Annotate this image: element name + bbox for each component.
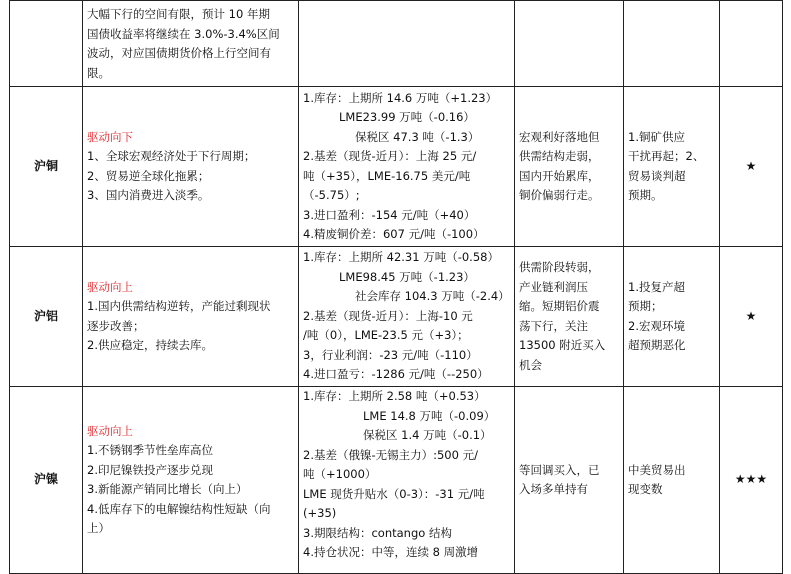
data-line: 1.库存：上期所 42.31 万吨（-0.58） — [303, 250, 499, 265]
risk-line: 干扰再起；2、 — [628, 149, 705, 163]
top-row-text — [83, 1, 299, 87]
data-line: 2.基差（现货-近月）：上海-10 元 — [303, 308, 473, 323]
drive-direction: 驱动向下 — [87, 129, 133, 144]
risk-line: 超预期恶化 — [628, 338, 686, 352]
risk-line: 现变数 — [628, 482, 663, 496]
data-line: 吨（+1000） — [303, 467, 377, 481]
driver-line: 1.国内供需结构逆转，产能过剩现状 — [87, 299, 271, 313]
driver-line: 逐步改善； — [87, 318, 145, 333]
data-line: /吨（0），LME-23.5 元（+3）； — [303, 328, 469, 343]
commodity-name: 沪铝 — [10, 247, 83, 387]
rating-stars: ★★★ — [720, 387, 783, 574]
risk-line: 预期。 — [628, 188, 663, 202]
driver-line: 3、国内消费进入淡季。 — [87, 188, 210, 202]
table-row-aluminum — [10, 247, 783, 387]
data-cell — [299, 387, 515, 574]
data-line: LME98.45 万吨（-1.23） — [339, 269, 475, 284]
cell-empty — [624, 1, 720, 87]
risk-line: 1.铜矿供应 — [628, 129, 685, 144]
risk-line: 2.宏观环境 — [628, 318, 685, 333]
view-line: 供需阶段转弱， — [519, 260, 600, 274]
risk-line: 贸易谈判超 — [628, 168, 686, 183]
view-cell — [515, 387, 624, 574]
table-row-top — [10, 1, 783, 87]
table-row-nickel — [10, 387, 783, 574]
data-line: 3.进口盈利：-154 元/吨（+40） — [303, 207, 476, 222]
data-line: 2.基差（俄镍-无锡主力）:500 元/ — [303, 447, 478, 462]
text-line: 限。 — [87, 65, 110, 80]
driver-line: 上） — [87, 521, 110, 535]
commodity-name: 沪镍 — [10, 387, 83, 574]
commodity-name: 沪铜 — [10, 87, 83, 247]
view-line: 产业链利润压 — [519, 279, 588, 294]
view-line: 入场多单持有 — [519, 482, 588, 496]
driver-line: 4.低库存下的电解镍结构性短缺（向 — [87, 501, 271, 516]
drive-direction: 驱动向上 — [87, 279, 133, 294]
data-cell — [299, 247, 515, 387]
cell-empty — [515, 1, 624, 87]
risk-cell — [624, 87, 720, 247]
data-line: 社会库存 104.3 万吨（-2.4） — [355, 289, 510, 304]
data-line: 吨（+35），LME-16.75 美元/吨 — [303, 168, 471, 183]
risk-line: 1.投复产超 — [628, 279, 685, 294]
text-line: 国债收益率将继续在 3.0%-3.4%区间 — [87, 26, 280, 41]
commodity-table — [9, 0, 783, 574]
data-line: 3.期限结构：contango 结构 — [303, 525, 452, 540]
data-line: 保税区 1.4 万吨（-0.1） — [363, 428, 492, 442]
text-line: 大幅下行的空间有限，预计 10 年期 — [87, 7, 270, 21]
driver-line: 2、贸易逆全球化拖累； — [87, 168, 210, 183]
risk-line: 中美贸易出 — [628, 462, 686, 477]
driver-line: 2.印尼镍铁投产逐步兑现 — [87, 462, 213, 477]
table-row-copper — [10, 87, 783, 247]
rating-stars: ★ — [720, 87, 783, 247]
data-line: 2.基差（现货-近月）：上海 25 元/ — [303, 149, 477, 163]
driver-line: 1、全球宏观经济处于下行周期； — [87, 149, 256, 163]
drivers-cell — [83, 87, 299, 247]
data-line: 4.持仓状况：中等，连续 8 周激增 — [303, 545, 479, 559]
data-line: LME23.99 万吨（-0.16） — [339, 110, 475, 124]
data-line: (+35) — [303, 506, 337, 520]
data-line: （-5.75）; — [303, 188, 360, 202]
text-line: 波动，对应国债期货价格上行空间有 — [87, 46, 271, 60]
cell-empty — [10, 1, 83, 87]
view-line: 缩。短期铝价震 — [519, 299, 600, 313]
data-line: 4.精废铜价差：607 元/吨（-100） — [303, 227, 485, 241]
driver-line: 2.供应稳定，持续去库。 — [87, 338, 213, 352]
view-line: 国内开始累库， — [519, 168, 600, 183]
view-line: 等回调买入，已 — [519, 462, 600, 477]
data-line: LME 现货升贴水（0-3）：-31 元/吨 — [303, 486, 485, 501]
data-line: 4.进口盈亏：-1286 元/吨（--250） — [303, 367, 489, 382]
view-cell — [515, 247, 624, 387]
driver-line: 1.不锈钢季节性垒库高位 — [87, 443, 213, 457]
data-line: 1.库存：上期所 2.58 吨（+0.53） — [303, 389, 486, 403]
risk-cell — [624, 387, 720, 574]
data-line: 保税区 47.3 吨（-1.3） — [355, 129, 480, 144]
view-cell — [515, 87, 624, 247]
risk-cell — [624, 247, 720, 387]
cell-empty — [299, 1, 515, 87]
drivers-cell — [83, 387, 299, 574]
rating-stars: ★ — [720, 247, 783, 387]
view-line: 供需结构走弱， — [519, 149, 600, 163]
data-cell — [299, 87, 515, 247]
driver-line: 3.新能源产销同比增长（向上） — [87, 482, 248, 496]
data-line: 1.库存：上期所 14.6 万吨（+1.23） — [303, 90, 498, 105]
view-line: 铜价偏弱行走。 — [519, 188, 600, 202]
drivers-cell — [83, 247, 299, 387]
view-line: 13500 附近买入 — [519, 338, 606, 352]
cell-empty — [720, 1, 783, 87]
view-line: 机会 — [519, 357, 542, 372]
drive-direction: 驱动向上 — [87, 423, 133, 438]
data-line: 3，行业利润：-23 元/吨（-110） — [303, 347, 478, 362]
risk-line: 预期； — [628, 299, 663, 313]
view-line: 荡下行，关注 — [519, 318, 588, 333]
view-line: 宏观利好落地但 — [519, 129, 600, 144]
data-line: LME 14.8 万吨（-0.09） — [363, 408, 496, 423]
